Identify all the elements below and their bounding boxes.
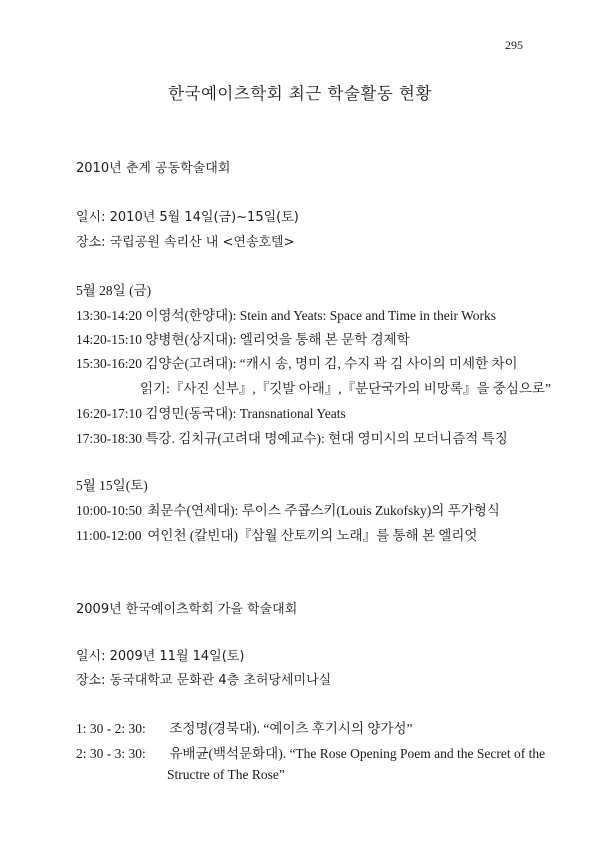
- program-item: [76, 427, 508, 447]
- section-heading-fall2009: 2009년 한국예이츠학회 가을 학술대회: [76, 602, 298, 617]
- program-item: [76, 352, 518, 372]
- program-text-continuation: Structre of The Rose”: [167, 767, 285, 782]
- program-item: [76, 328, 410, 348]
- date-line-fall2009: 일시: 2009년 11월 14일(토): [76, 649, 245, 664]
- program-item: [76, 717, 413, 737]
- day-heading-may28: 5월 28일 (금): [76, 283, 152, 298]
- program-item: [76, 304, 496, 324]
- program-text: 양병현(상지대): 엘리엇을 통해 본 문학 경제학: [145, 332, 410, 347]
- time-slot: 16:20-17:10: [76, 406, 142, 421]
- time-slot: 17:30-18:30: [76, 431, 142, 446]
- time-slot: 1: 30 - 2: 30:: [76, 721, 146, 736]
- program-text: 이영석(한양대): Stein and Yeats: Space and Time in their Works: [145, 308, 497, 323]
- day-heading-may15: 5월 15일(토): [76, 478, 148, 493]
- program-text: 여인천 (칼빈대)『삼월 산토끼의 노래』를 통해 본 엘리엇: [147, 528, 478, 543]
- time-slot: 15:30-16:20: [76, 356, 142, 371]
- program-text-continuation: 읽기:『사진 신부』,『깃발 아래』,『분단국가의 비망록』을 중심으로”: [140, 381, 551, 396]
- program-item: [76, 742, 545, 762]
- time-slot: 14:20-15:10: [76, 332, 142, 347]
- time-slot: 2: 30 - 3: 30:: [76, 746, 146, 761]
- program-text: 조정명(경북대). “예이츠 후기시의 양가성”: [169, 721, 413, 736]
- time-slot: 11:00-12:00: [76, 528, 142, 543]
- date-line-spring2010: 일시: 2010년 5월 14일(금)~15일(토): [76, 210, 299, 225]
- program-text: 유배균(백석문화대). “The Rose Opening Poem and the Secret of the: [169, 746, 546, 761]
- program-text: 김영민(동국대): Transnational Yeats: [145, 406, 346, 421]
- page-number: 295: [505, 38, 523, 52]
- program-item: [76, 402, 346, 422]
- program-text: 특강. 김치규(고려대 명예교수): 현대 영미시의 모더니즘적 특징: [145, 431, 508, 446]
- program-item: [76, 499, 500, 519]
- page-title: 한국예이츠학회 최근 학술활동 현황: [168, 84, 432, 103]
- place-line-fall2009: 장소: 동국대학교 문화관 4층 초허당세미나실: [76, 673, 332, 688]
- time-slot: 13:30-14:20: [76, 308, 142, 323]
- section-heading-spring2010: 2010년 춘계 공동학술대회: [76, 161, 231, 176]
- program-text: 최문수(연세대): 루이스 주콥스키(Louis Zukofsky)의 푸가형식: [147, 503, 500, 518]
- place-line-spring2010: 장소: 국립공원 속리산 내 <연송호텔>: [76, 235, 295, 250]
- program-text: 김양순(고려대): “캐시 송, 명미 김, 수지 곽 김 사이의 미세한 차이: [145, 356, 518, 371]
- program-item: [76, 524, 477, 544]
- time-slot: 10:00-10:50: [76, 503, 142, 518]
